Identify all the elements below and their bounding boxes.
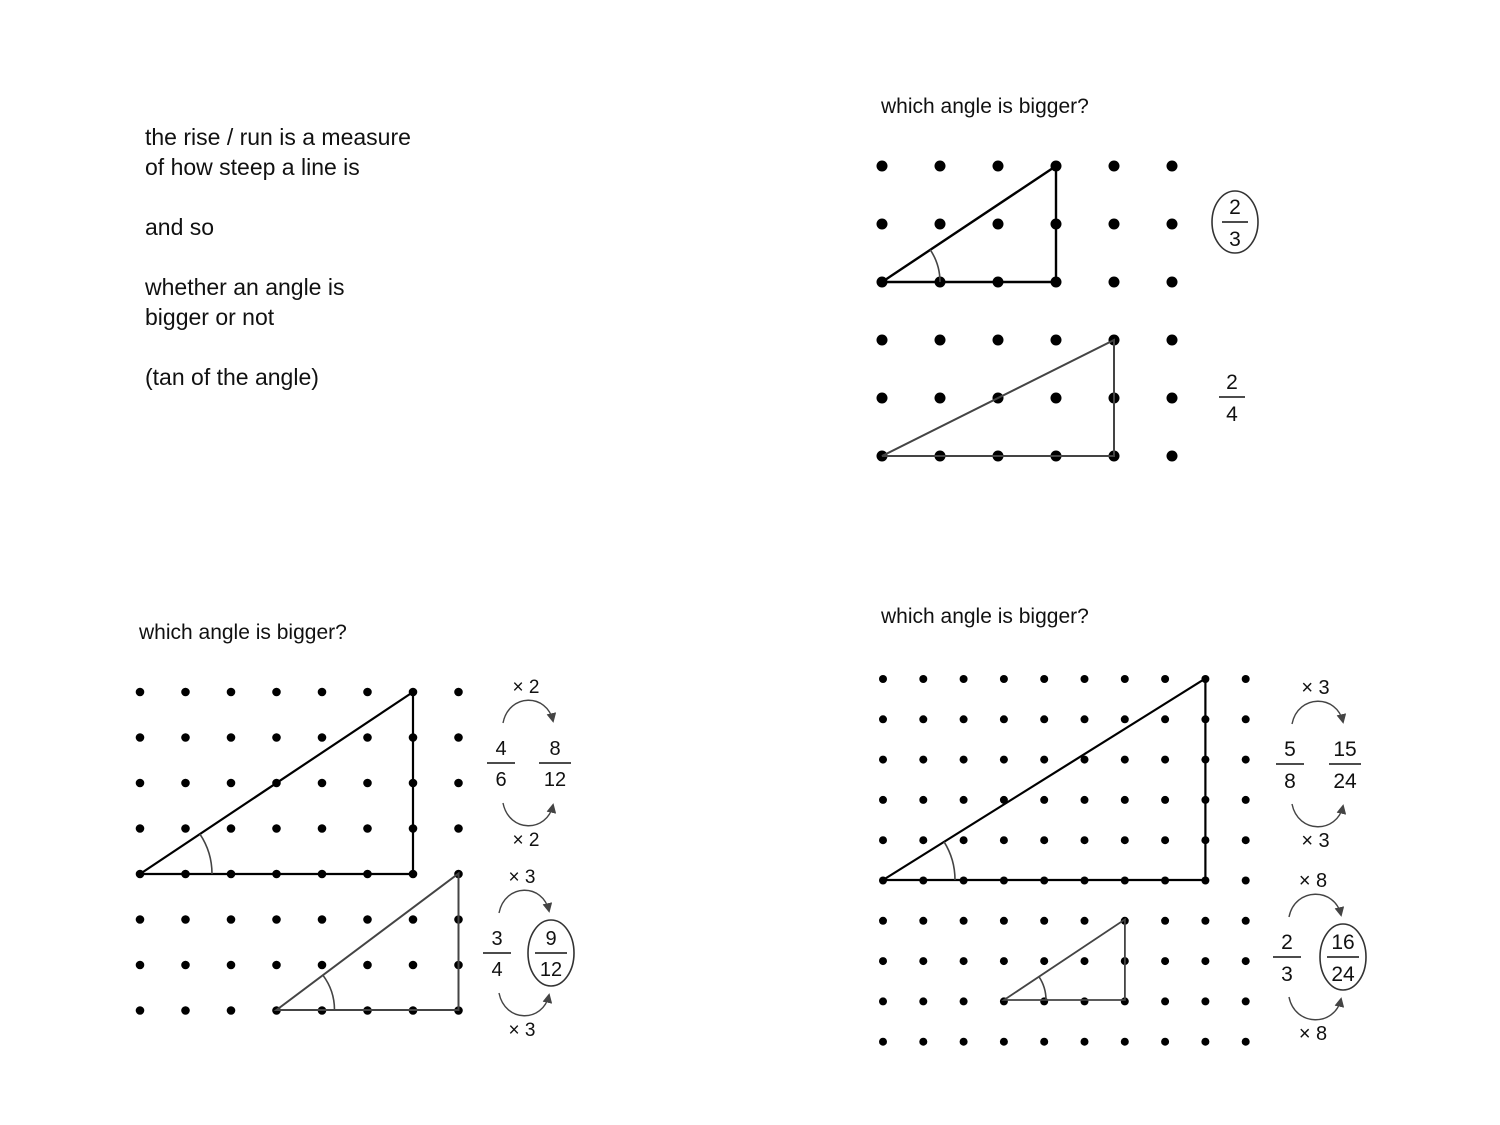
grid-dot (877, 219, 888, 230)
grid-dot (1121, 675, 1129, 683)
grid-dot (960, 957, 968, 965)
fraction-b-numerator: 2 (1226, 371, 1238, 394)
triangle-a (883, 679, 1205, 881)
grid-dot (879, 917, 887, 925)
grid-dot (1040, 917, 1048, 925)
grid-dot (318, 779, 327, 788)
triangle-b (277, 874, 459, 1011)
grid-dot (1167, 219, 1178, 230)
grid-dot (1161, 715, 1169, 723)
grid-dot (1242, 917, 1250, 925)
scaling-a-arrow-bottom (503, 803, 553, 826)
grid-dot (272, 688, 281, 697)
grid-dot (136, 1006, 145, 1015)
grid-dot (919, 836, 927, 844)
intro-line: of how steep a line is (145, 154, 360, 180)
scaling-b-factor-top: × 8 (1298, 870, 1328, 892)
grid-dot (1201, 957, 1209, 965)
grid-dot (1242, 756, 1250, 764)
grid-dot (1167, 335, 1178, 346)
grid-dot (318, 688, 327, 697)
intro-line: (tan of the angle) (145, 364, 319, 390)
grid-dot (1000, 1038, 1008, 1046)
grid-dot (363, 961, 372, 970)
grid-dot (1000, 957, 1008, 965)
grid-dot (227, 688, 236, 697)
intro-line: and so (145, 214, 215, 240)
grid-dot (1161, 997, 1169, 1005)
angle-mark (323, 975, 335, 1010)
scaling-b-arrow-bottom (499, 993, 549, 1016)
scaling-b-from-numerator: 3 (491, 928, 503, 950)
grid-dot (1051, 393, 1062, 404)
grid-dot (1121, 1038, 1129, 1046)
grid-dot (181, 688, 190, 697)
grid-dot (1081, 1038, 1089, 1046)
grid-dot (181, 1006, 190, 1015)
scaling-b-to-numerator: 9 (545, 928, 557, 950)
grid-dot (136, 688, 145, 697)
triangle-b (1004, 919, 1125, 1000)
grid-dot (960, 675, 968, 683)
grid-dot (1081, 997, 1089, 1005)
grid-dot (1121, 715, 1129, 723)
scaling-a-to-denominator: 24 (1333, 769, 1357, 793)
grid-dot (181, 733, 190, 742)
grid-dot (409, 961, 418, 970)
grid-dot (1167, 451, 1178, 462)
scaling-a-arrow-top (503, 700, 553, 723)
grid-dot (318, 961, 327, 970)
grid-dot (272, 961, 281, 970)
intro-line: whether an angle is (145, 274, 345, 300)
grid-dot (1081, 796, 1089, 804)
scaling-b-arrow-top (1289, 894, 1341, 917)
grid-dot (1161, 917, 1169, 925)
grid-dot (272, 733, 281, 742)
grid-dot (1201, 1038, 1209, 1046)
grid-dot (1000, 756, 1008, 764)
grid-dot (1161, 756, 1169, 764)
grid-dot (1081, 836, 1089, 844)
grid-dot (1161, 836, 1169, 844)
angle-mark (1039, 977, 1046, 1000)
scaling-a-factor-top: × 3 (1301, 677, 1330, 699)
grid-dot (1109, 219, 1120, 230)
grid-dot (1000, 917, 1008, 925)
grid-dot (1242, 877, 1250, 885)
grid-dot (1167, 277, 1178, 288)
grid-dot (919, 917, 927, 925)
grid-dot (1201, 917, 1209, 925)
fraction-b-denominator: 4 (1226, 402, 1238, 426)
grid-dot (1040, 756, 1048, 764)
angle-mark (944, 842, 955, 880)
scaling-b-arrow-bottom (1289, 997, 1341, 1020)
scaling-b-factor-bottom: × 3 (508, 1020, 536, 1041)
scaling-a-from-denominator: 8 (1284, 769, 1296, 793)
triangle-b (882, 340, 1114, 456)
grid-dot (1000, 675, 1008, 683)
scaling-a-to-numerator: 8 (549, 738, 561, 760)
grid-dot (960, 756, 968, 764)
grid-dot (1109, 277, 1120, 288)
grid-dot (1121, 756, 1129, 764)
scaling-a-factor-bottom: × 3 (1301, 830, 1330, 852)
grid-dot (272, 824, 281, 833)
grid-dot (879, 997, 887, 1005)
grid-dot (1242, 715, 1250, 723)
angle-mark (200, 834, 212, 874)
grid-dot (318, 733, 327, 742)
grid-dot (960, 796, 968, 804)
grid-dot (1040, 997, 1048, 1005)
grid-dot (1242, 997, 1250, 1005)
triangle-a (882, 166, 1056, 282)
grid-dot (136, 915, 145, 924)
scaling-a-factor-bottom: × 2 (512, 830, 540, 851)
grid-dot (1161, 957, 1169, 965)
grid-dot (935, 335, 946, 346)
grid-dot (879, 796, 887, 804)
scaling-a-factor-top: × 2 (512, 677, 540, 698)
grid-dot (363, 915, 372, 924)
grid-dot (1051, 335, 1062, 346)
grid-dot (227, 733, 236, 742)
grid-dot (318, 915, 327, 924)
grid-dot (363, 824, 372, 833)
panel-1-title: which angle is bigger? (881, 95, 1089, 118)
grid-dot (935, 393, 946, 404)
grid-dot (1081, 715, 1089, 723)
grid-dot (1081, 675, 1089, 683)
scaling-a-from-numerator: 5 (1284, 738, 1296, 761)
grid-dot (1242, 836, 1250, 844)
grid-dot (136, 779, 145, 788)
grid-dot (1121, 796, 1129, 804)
grid-dot (960, 997, 968, 1005)
grid-dot (935, 219, 946, 230)
grid-dot (1040, 715, 1048, 723)
scaling-b-factor-top: × 3 (508, 867, 536, 888)
scaling-b-to-denominator: 12 (539, 959, 563, 981)
grid-dot (919, 997, 927, 1005)
scaling-b-to-denominator: 24 (1331, 962, 1355, 986)
scaling-b-to-numerator: 16 (1331, 931, 1355, 954)
grid-dot (1000, 715, 1008, 723)
scaling-b-from-numerator: 2 (1281, 931, 1293, 954)
scaling-a-from-numerator: 4 (495, 738, 507, 760)
grid-dot (960, 715, 968, 723)
scaling-b-from-denominator: 3 (1281, 962, 1293, 986)
grid-dot (227, 915, 236, 924)
grid-dot (1161, 675, 1169, 683)
grid-dot (993, 335, 1004, 346)
grid-dot (1167, 161, 1178, 172)
grid-dot (1161, 1038, 1169, 1046)
scaling-b-arrow-top (499, 890, 549, 913)
grid-dot (919, 756, 927, 764)
grid-dot (272, 915, 281, 924)
grid-dot (1242, 675, 1250, 683)
triangle-a (140, 692, 413, 874)
fraction-a-numerator: 2 (1229, 196, 1241, 219)
grid-dot (879, 756, 887, 764)
grid-dot (877, 393, 888, 404)
grid-dot (993, 161, 1004, 172)
grid-dot (1242, 957, 1250, 965)
grid-dot (1081, 957, 1089, 965)
scaling-a-from-denominator: 6 (495, 769, 507, 791)
grid-dot (227, 824, 236, 833)
scaling-a-arrow-top (1292, 701, 1343, 724)
grid-dot (1040, 675, 1048, 683)
grid-dot (454, 824, 463, 833)
grid-dot (879, 836, 887, 844)
grid-dot (1242, 796, 1250, 804)
grid-dot (318, 824, 327, 833)
grid-dot (1109, 161, 1120, 172)
grid-dot (363, 733, 372, 742)
grid-dot (1081, 917, 1089, 925)
grid-dot (1161, 796, 1169, 804)
grid-dot (960, 836, 968, 844)
grid-dot (919, 796, 927, 804)
grid-dot (181, 915, 190, 924)
grid-dot (136, 733, 145, 742)
grid-dot (363, 779, 372, 788)
grid-dot (960, 1038, 968, 1046)
grid-dot (877, 335, 888, 346)
grid-dot (919, 1038, 927, 1046)
grid-dot (879, 957, 887, 965)
grid-dot (454, 688, 463, 697)
grid-dot (1121, 836, 1129, 844)
intro-line: bigger or not (145, 304, 275, 330)
grid-dot (879, 1038, 887, 1046)
scaling-a-to-numerator: 15 (1333, 738, 1357, 761)
grid-dot (181, 779, 190, 788)
grid-dot (136, 961, 145, 970)
grid-dot (1040, 836, 1048, 844)
grid-dot (136, 824, 145, 833)
grid-dot (1040, 957, 1048, 965)
grid-dot (1167, 393, 1178, 404)
panel-3-title: which angle is bigger? (881, 605, 1089, 628)
grid-dot (227, 961, 236, 970)
grid-dot (919, 715, 927, 723)
grid-dot (454, 733, 463, 742)
grid-dot (1040, 1038, 1048, 1046)
grid-dot (993, 219, 1004, 230)
grid-dot (181, 961, 190, 970)
grid-dot (879, 675, 887, 683)
scaling-b-from-denominator: 4 (491, 959, 503, 981)
grid-dot (879, 715, 887, 723)
scaling-b-factor-bottom: × 8 (1298, 1023, 1328, 1045)
grid-dot (960, 917, 968, 925)
grid-dot (1000, 836, 1008, 844)
grid-dot (454, 779, 463, 788)
grid-dot (935, 161, 946, 172)
grid-dot (877, 161, 888, 172)
grid-dot (919, 675, 927, 683)
fraction-a-denominator: 3 (1229, 227, 1241, 251)
grid-dot (181, 824, 190, 833)
grid-dot (1201, 997, 1209, 1005)
grid-dot (363, 688, 372, 697)
panel-2-title: which angle is bigger? (139, 621, 347, 644)
grid-dot (1040, 796, 1048, 804)
grid-dot (919, 957, 927, 965)
grid-dot (227, 779, 236, 788)
scaling-a-arrow-bottom (1292, 804, 1343, 827)
intro-line: the rise / run is a measure (145, 124, 411, 150)
grid-dot (227, 1006, 236, 1015)
grid-dot (1242, 1038, 1250, 1046)
scaling-a-to-denominator: 12 (543, 769, 567, 791)
grid-dot (409, 915, 418, 924)
